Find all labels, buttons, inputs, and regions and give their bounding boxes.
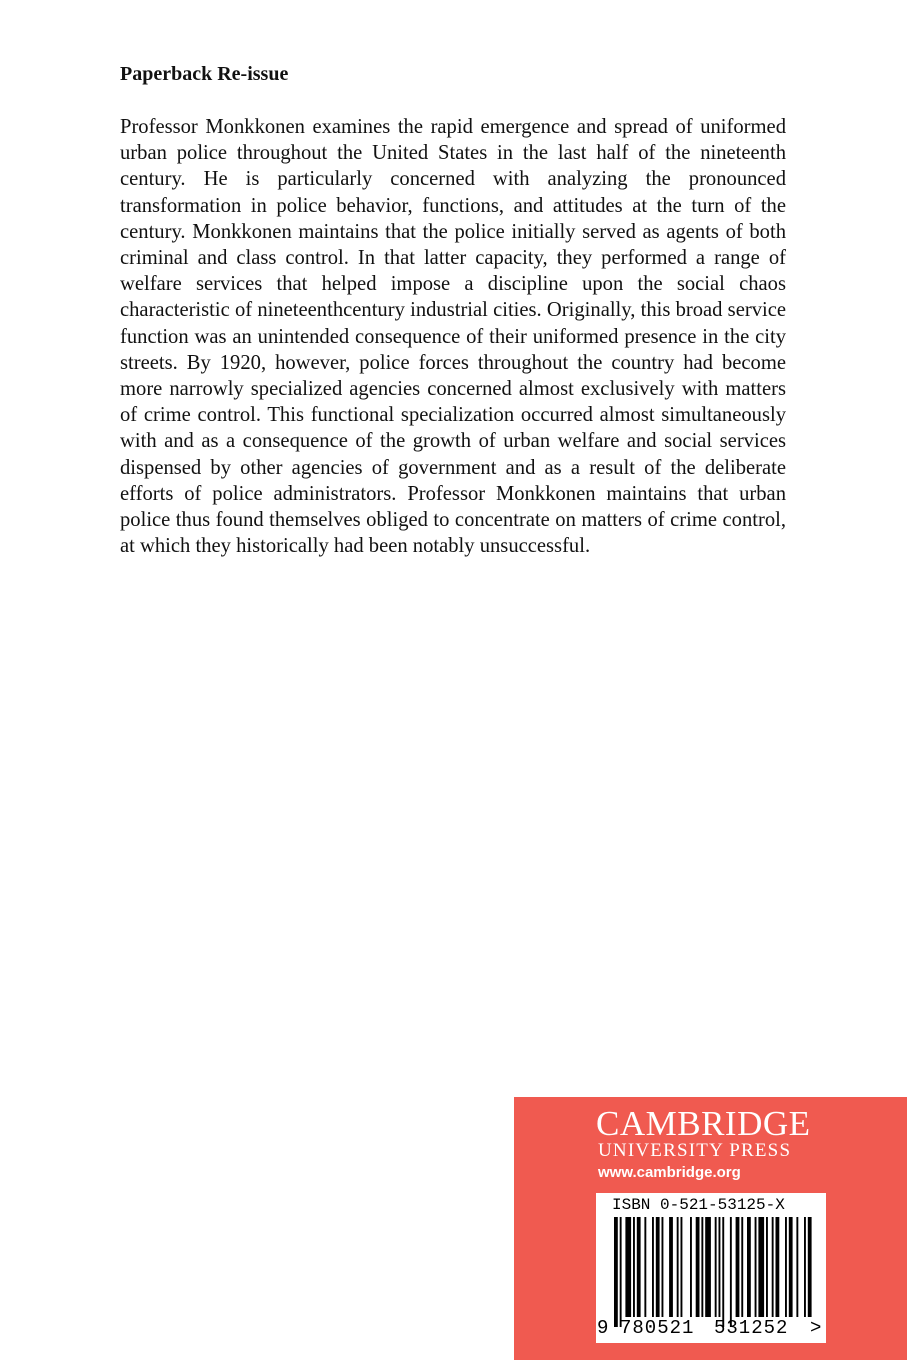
barcode-bar (766, 1217, 768, 1317)
barcode-bar (637, 1217, 641, 1317)
barcode-lead-digit: 9 (597, 1317, 609, 1339)
isbn-number: ISBN 0-521-53125-X (612, 1196, 785, 1214)
barcode-bar (736, 1217, 740, 1317)
publisher-block (514, 1097, 907, 1360)
barcode-bar (776, 1217, 780, 1317)
barcode-bar (789, 1217, 793, 1317)
barcode-bar (808, 1217, 812, 1317)
barcode-arrow: > (810, 1317, 822, 1339)
barcode-bar (625, 1217, 631, 1317)
barcode-bar (681, 1217, 683, 1317)
barcode-bar (690, 1217, 692, 1317)
barcode-bar (644, 1217, 646, 1317)
barcode-bar (785, 1217, 787, 1317)
barcode-bar (633, 1217, 635, 1317)
barcode-bar (701, 1217, 703, 1317)
book-description: Professor Monkkonen examines the rapid emergence and spread of uniformed urban police throughout the United States in the last half of the nineteenth century. He is particularly concerned with analyzing the pronounced transformation in police behavior, functions, and attitudes at the turn of the century. Monkkonen maintains that the police initially served as agents of both criminal and class control. In that latter capacity, they performed a range of welfare services that helped impose a discipline upon the social chaos characteristic of nineteenthcentury industrial cities. Originally, this broad service function was an unintended consequence of their uniformed presence in the city streets. By 1920, however, police forces throughout the country had become more narrowly specialized agencies concerned almost exclusively with matters of crime control. This functional specialization occurred almost simultaneously with and as a consequence of the growth of urban welfare and social services dispensed by other agencies of government and as a result of the deliberate efforts of police administrators. Professor Monkkonen maintains that urban police thus found themselves obliged to concentrate on matters of crime control, at which they historically had been notably unsuccessful. (120, 116, 786, 558)
barcode-bar (715, 1217, 717, 1317)
barcode-bar (719, 1217, 721, 1317)
barcode-bar (652, 1217, 654, 1317)
barcode-bar (796, 1217, 798, 1317)
barcode-bar (741, 1217, 743, 1317)
barcode-bar (722, 1217, 724, 1327)
isbn-barcode (596, 1193, 826, 1343)
barcode-bar (677, 1217, 679, 1317)
barcode-bar (747, 1217, 751, 1317)
barcode-digit-group-1: 780521 (620, 1317, 695, 1339)
barcode-bar (730, 1217, 732, 1327)
publisher-website: www.cambridge.org (598, 1164, 741, 1181)
barcode-bar (669, 1217, 673, 1317)
barcode-bar (614, 1217, 618, 1327)
barcode-digit-group-2: 531252 (714, 1317, 789, 1339)
barcode-bar (755, 1217, 757, 1317)
barcode-bar (758, 1217, 764, 1317)
page-heading: Paperback Re-issue (120, 63, 289, 85)
publisher-subtitle: UNIVERSITY PRESS (598, 1140, 792, 1161)
barcode-bar (772, 1217, 774, 1317)
barcode-bar (705, 1217, 711, 1317)
barcode-bar (656, 1217, 660, 1317)
barcode-bar (662, 1217, 664, 1317)
barcode-bar (620, 1217, 622, 1327)
barcode-bar (804, 1217, 806, 1317)
barcode-bar (696, 1217, 700, 1317)
publisher-name: CAMBRIDGE (596, 1104, 811, 1143)
